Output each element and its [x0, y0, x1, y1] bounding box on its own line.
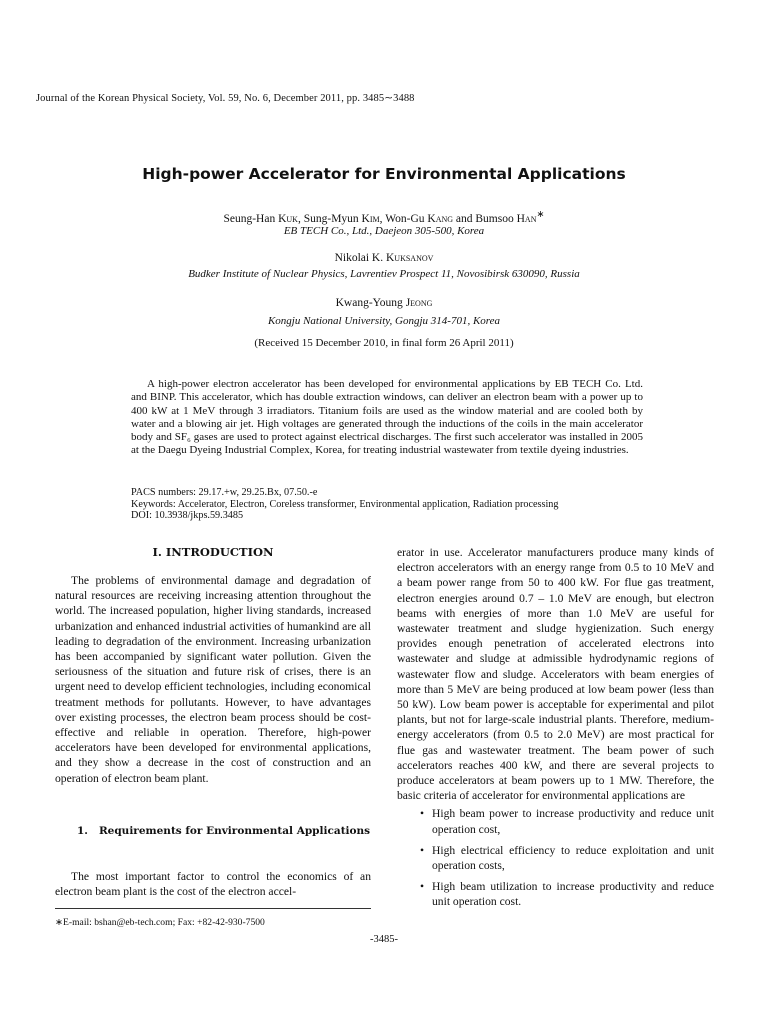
- author-last: Kang: [427, 212, 454, 225]
- received-dates: (Received 15 December 2010, in final form 26 April 2011): [254, 337, 514, 349]
- paper-title: High-power Accelerator for Environmental Applications: [142, 165, 626, 183]
- abstract: A high-power electron accelerator has been developed for environmental applications by EB TECH Co. Ltd. and BINP. This accelerator, which has double extraction windows, can deliver an electron beam with a power up to 400 kW at 1 MeV through 3 irradiators. Titanium foils are used as the window material and are cooled both by water and a blowing air jet. High voltages are generated through the inductions of the coils in the main accelerator body and SF₆ gases are used to protect against electrical discharges. The first such accelerator was installed in 2005 at the Daegu Dyeing Industrial Complex, Korea, for treating industrial wastewater from textile dyeing industries.: [131, 378, 643, 457]
- affiliation-3: Kongju National University, Gongju 314-701, Korea: [267, 315, 501, 327]
- subsection-paragraph: The most important factor to control the economics of an electron beam plant is the cost of the electron accel-: [55, 870, 371, 899]
- author-first: Bumsoo: [475, 212, 517, 225]
- right-paragraph: erator in use. Accelerator manufacturers produce many kinds of electron accelerators with an energy range from 0.5 to 10 MeV and a beam power range from 50 to 400 kW. For flue gas treatment, electron energies around 0.7 – 1.0 MeV are enough, but electron beams with energies of more than 1.0 MeV are useful for wastewater treatment and sludge hygienization. Such energy provides enough penetration of accelerated electrons into wastewater and sludge at admissible hydrodynamic regions of wastewater flow and sludge. Accelerators with beam energies of more than 5 MeV are being produced at low beam power (less than 50 kW). Low beam power is acceptable for experimental and pilot plants, but not for large-scale industrial plants. Therefore, medium-energy accelerators (from 0.5 to 2.0 MeV) are most practical for flue gas and wastewater treatment. The beam power of such accelerators reaches 400 kW, and there are several projects to produce accelerators at beam powers up to 1 MW. Therefore, the basic criteria of accelerator for environmental applications are: [397, 546, 714, 803]
- footnote-marker: ∗: [536, 209, 545, 220]
- author-last: Kim: [361, 212, 380, 225]
- doi: DOI: 10.3938/jkps.59.3485: [131, 510, 244, 522]
- list-item: • High beam power to increase productivity and reduce unit operation cost,: [420, 807, 714, 836]
- footnote: ∗E-mail: bshan@eb-tech.com; Fax: +82-42-930-7500: [55, 917, 265, 928]
- list-item: • High electrical efficiency to reduce exploitation and unit operation costs,: [420, 843, 714, 873]
- list-item: • High beam utilization to increase productivity and reduce unit operation cost.: [420, 880, 714, 909]
- bullet-icon: •: [420, 807, 425, 821]
- author-3: Kwang-Young Jeong: [335, 297, 433, 309]
- author-last: Han: [516, 212, 537, 225]
- author-list-1: Seung-Han Kuk, Sung-Myun Kim, Won-Gu Kang and Bumsoo Han∗: [223, 209, 545, 225]
- author-first: Won-Gu: [385, 212, 428, 225]
- author-first: Seung-Han: [223, 212, 279, 225]
- page-number: -3485-: [370, 934, 398, 945]
- affiliation-1: EB TECH Co., Ltd., Daejeon 305-500, Korea: [283, 225, 485, 237]
- author-last: Kuk: [278, 212, 298, 225]
- bullet-icon: •: [420, 843, 425, 857]
- author-2: Nikolai K. Kuksanov: [334, 252, 434, 264]
- paper-metadata: [131, 487, 651, 522]
- pacs-numbers: PACS numbers: 29.17.+w, 29.25.Bx, 07.50.-e: [131, 487, 318, 498]
- subsection-title: Requirements for Environmental Applications: [98, 825, 371, 837]
- journal-citation: Journal of the Korean Physical Society, Vol. 59, No. 6, December 2011, pp. 3485∼3488: [36, 93, 415, 104]
- subsection-number: 1.: [77, 825, 88, 837]
- subsection-heading: [55, 824, 371, 839]
- author-first: Sung-Myun: [303, 212, 362, 225]
- keywords: Keywords: Accelerator, Electron, Coreless transformer, Environmental application, Radiation processing: [131, 498, 559, 510]
- affiliation-2: Budker Institute of Nuclear Physics, Lavrentiev Prospect 11, Novosibirsk 630090, Russia: [188, 268, 580, 280]
- criteria-list: [397, 806, 714, 909]
- bullet-icon: •: [420, 880, 425, 894]
- footnote-rule: [55, 908, 371, 909]
- section-heading: I. INTRODUCTION: [152, 545, 274, 559]
- right-column: [397, 545, 714, 916]
- intro-paragraph: The problems of environmental damage and degradation of natural resources are receiving increasing attention throughout the world. The increased population, higher living standards, increased urbanization and enhanced industrial activities of humankind are all leading to degradation of the environment. Increasing urbanization has been accompanied by significant water pollution. Given the seriousness of the situation and future risk of crises, there is an urgent need to develop efficient technologies, including economical treatment methods for pollutants. However, to have advantages over existing processes, the electron beam process should be cost-effective and reliable in operation. Therefore, high-power accelerators have been developed for environmental applications, and they show a decrease in the cost of construction and an operation of electron beam plant.: [55, 574, 371, 785]
